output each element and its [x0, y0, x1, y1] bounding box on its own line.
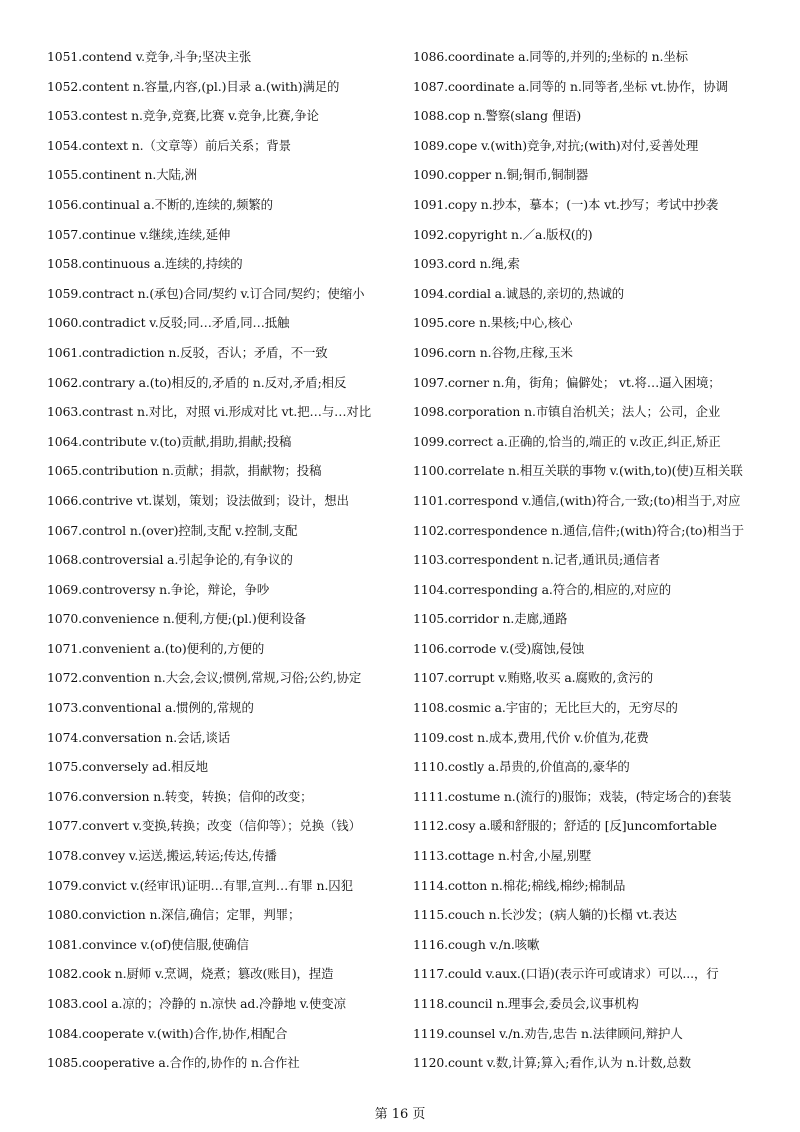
vocab-entry: 1081.convince v.(of)使信服,使确信 [47, 936, 249, 952]
vocab-entry: 1110.costly a.昂贵的,价值高的,豪华的 [413, 759, 630, 775]
vocab-entry: 1054.context n.（文章等）前后关系；背景 [47, 137, 291, 153]
vocab-entry: 1076.conversion n.转变，转换；信仰的改变； [47, 788, 313, 804]
vocab-entry: 1073.conventional a.惯例的,常规的 [47, 700, 254, 716]
vocab-entry: 1111.costume n.(流行的)服饰；戏装，(特定场合的)套装 [413, 788, 732, 804]
vocab-entry: 1118.council n.理事会,委员会,议事机构 [413, 996, 639, 1011]
vocab-entry: 1052.content n.容量,内容,(pl.)目录 a.(with)满足的 [47, 78, 340, 94]
vocab-entry: 1055.continent n.大陆,洲 [47, 167, 197, 183]
vocab-entry: 1116.cough v./n.咳嗽 [413, 936, 540, 952]
vocab-entry: 1109.cost n.成本,费用,代价 v.价值为,花费 [413, 729, 649, 745]
vocab-entry: 1086.coordinate a.同等的,并列的;坐标的 n.坐标 [413, 49, 688, 64]
vocab-entry: 1107.corrupt v.贿赂,收买 a.腐败的,贪污的 [413, 670, 654, 686]
left-column [47, 42, 407, 1078]
vocab-entry: 1095.core n.果核;中心,核心 [413, 315, 573, 331]
vocab-entry: 1071.convenient a.(to)便利的,方便的 [47, 640, 265, 656]
vocab-entry: 1070.convenience n.便利,方便;(pl.)便利设备 [47, 611, 306, 627]
vocab-entry: 1114.cotton n.棉花;棉线,棉纱;棉制品 [413, 877, 626, 893]
vocab-entry: 1075.conversely ad.相反地 [47, 759, 208, 775]
vocab-entry: 1060.contradict v.反驳;同…矛盾,同…抵触 [47, 315, 290, 331]
vocab-entry: 1101.correspond v.通信,(with)符合,一致;(to)相当于,对应 [413, 492, 741, 508]
vocab-entry: 1069.controversy n.争论，辩论，争吵 [47, 581, 270, 597]
vocab-entry: 1093.cord n.绳,索 [413, 256, 520, 272]
vocab-entry: 1078.convey v.运送,搬运,转运;传达,传播 [47, 848, 277, 864]
vocab-entry: 1065.contribution n.贡献；捐款，捐献物；投稿 [47, 463, 322, 479]
vocab-entry: 1080.conviction n.深信,确信；定罪，判罪； [47, 907, 301, 923]
vocab-entry: 1119.counsel v./n.劝告,忠告 n.法律顾问,辩护人 [413, 1025, 683, 1041]
vocab-entry: 1120.count v.数,计算;算入;看作,认为 n.计数,总数 [413, 1055, 691, 1071]
vocab-entry: 1103.correspondent n.记者,通讯员;通信者 [413, 552, 660, 568]
vocab-entry: 1094.cordial a.诚恳的,亲切的,热诚的 [413, 285, 625, 301]
vocab-entry: 1056.continual a.不断的,连续的,频繁的 [47, 196, 273, 212]
vocab-entry: 1063.contrast n.对比，对照 vi.形成对比 vt.把…与…对比 [47, 404, 371, 420]
vocab-entry: 1074.conversation n.会话,谈话 [47, 729, 231, 745]
vocab-entry: 1058.continuous a.连续的,持续的 [47, 256, 243, 272]
page-number: 第 16 页 [374, 1107, 426, 1122]
vocab-entry: 1117.could v.aux.(口语)(表示许可或请求）可以...，行 [413, 966, 719, 982]
right-column [413, 42, 795, 1078]
vocab-entry: 1104.corresponding a.符合的,相应的,对应的 [413, 581, 672, 597]
vocab-entry: 1089.cope v.(with)竞争,对抗;(with)对付,妥善处理 [413, 137, 699, 153]
vocab-entry: 1077.convert v.变换,转换；改变（信仰等）；兑换（钱） [47, 818, 361, 834]
vocab-entry: 1051.contend v.竞争,斗争;坚决主张 [47, 49, 252, 64]
vocab-entry: 1091.copy n.抄本，摹本；(一)本 vt.抄写；考试中抄袭 [413, 196, 719, 212]
vocab-entry: 1102.correspondence n.通信,信件;(with)符合;(to)相当于 [413, 522, 744, 538]
vocab-entry: 1098.corporation n.市镇自治机关；法人；公司，企业 [413, 404, 721, 420]
vocab-entry: 1064.contribute v.(to)贡献,捐助,捐献;投稿 [47, 433, 292, 449]
vocab-entry: 1108.cosmic a.宇宙的；无比巨大的，无穷尽的 [413, 700, 678, 716]
vocab-entry: 1053.contest n.竞争,竞赛,比赛 v.竞争,比赛,争论 [47, 108, 319, 124]
vocab-entry: 1057.continue v.继续,连续,延伸 [47, 226, 231, 242]
vocab-entry: 1085.cooperative a.合作的,协作的 n.合作社 [47, 1055, 300, 1071]
vocab-entry: 1106.corrode v.(受)腐蚀,侵蚀 [413, 640, 585, 656]
vocab-entry: 1115.couch n.长沙发；(病人躺的)长榻 vt.表达 [413, 907, 677, 923]
vocab-entry: 1096.corn n.谷物,庄稼,玉米 [413, 344, 573, 360]
vocab-entry: 1083.cool a.凉的；冷静的 n.凉快 ad.冷静地 v.使变凉 [47, 996, 346, 1011]
vocab-entry: 1097.corner n.角，街角；偏僻处； vt.将…逼入困境； [413, 374, 721, 390]
vocab-entry: 1062.contrary a.(to)相反的,矛盾的 n.反对,矛盾;相反 [47, 374, 347, 390]
vocab-entry: 1099.correct a.正确的,恰当的,端正的 v.改正,纠正,矫正 [413, 433, 721, 449]
vocab-entry: 1087.coordinate a.同等的 n.同等者,坐标 vt.协作，协调 [413, 78, 728, 94]
vocab-entry: 1082.cook n.厨师 v.烹调，烧煮；篡改(账目)，捏造 [47, 966, 334, 982]
vocab-entry: 1072.convention n.大会,会议;惯例,常规,习俗;公约,协定 [47, 670, 362, 686]
vocab-entry: 1092.copyright n.／a.版权(的) [413, 226, 593, 242]
vocab-entry: 1112.cosy a.暖和舒服的；舒适的 [反]uncomfortable [413, 818, 717, 834]
vocab-entry: 1066.contrive vt.谋划，策划；设法做到；设计，想出 [47, 492, 349, 508]
vocab-entry: 1105.corridor n.走廊,通路 [413, 611, 568, 627]
vocab-entry: 1084.cooperate v.(with)合作,协作,相配合 [47, 1025, 288, 1041]
vocab-entry: 1113.cottage n.村舍,小屋,别墅 [413, 848, 592, 864]
vocab-entry: 1079.convict v.(经审讯)证明…有罪,宣判…有罪 n.囚犯 [47, 877, 353, 893]
vocab-entry: 1067.control n.(over)控制,支配 v.控制,支配 [47, 522, 298, 538]
vocab-entry: 1068.controversial a.引起争论的,有争议的 [47, 552, 293, 568]
vocab-entry: 1061.contradiction n.反驳，否认；矛盾，不一致 [47, 344, 328, 360]
vocab-entry: 1059.contract n.(承包)合同/契约 v.订合同/契约；使缩小 [47, 285, 365, 301]
vocab-entry: 1090.copper n.铜;铜币,铜制器 [413, 167, 589, 183]
vocab-entry: 1100.correlate n.相互关联的事物 v.(with,to)(使)互相关联 [413, 463, 743, 479]
vocab-entry: 1088.cop n.警察(slang 俚语) [413, 108, 582, 124]
